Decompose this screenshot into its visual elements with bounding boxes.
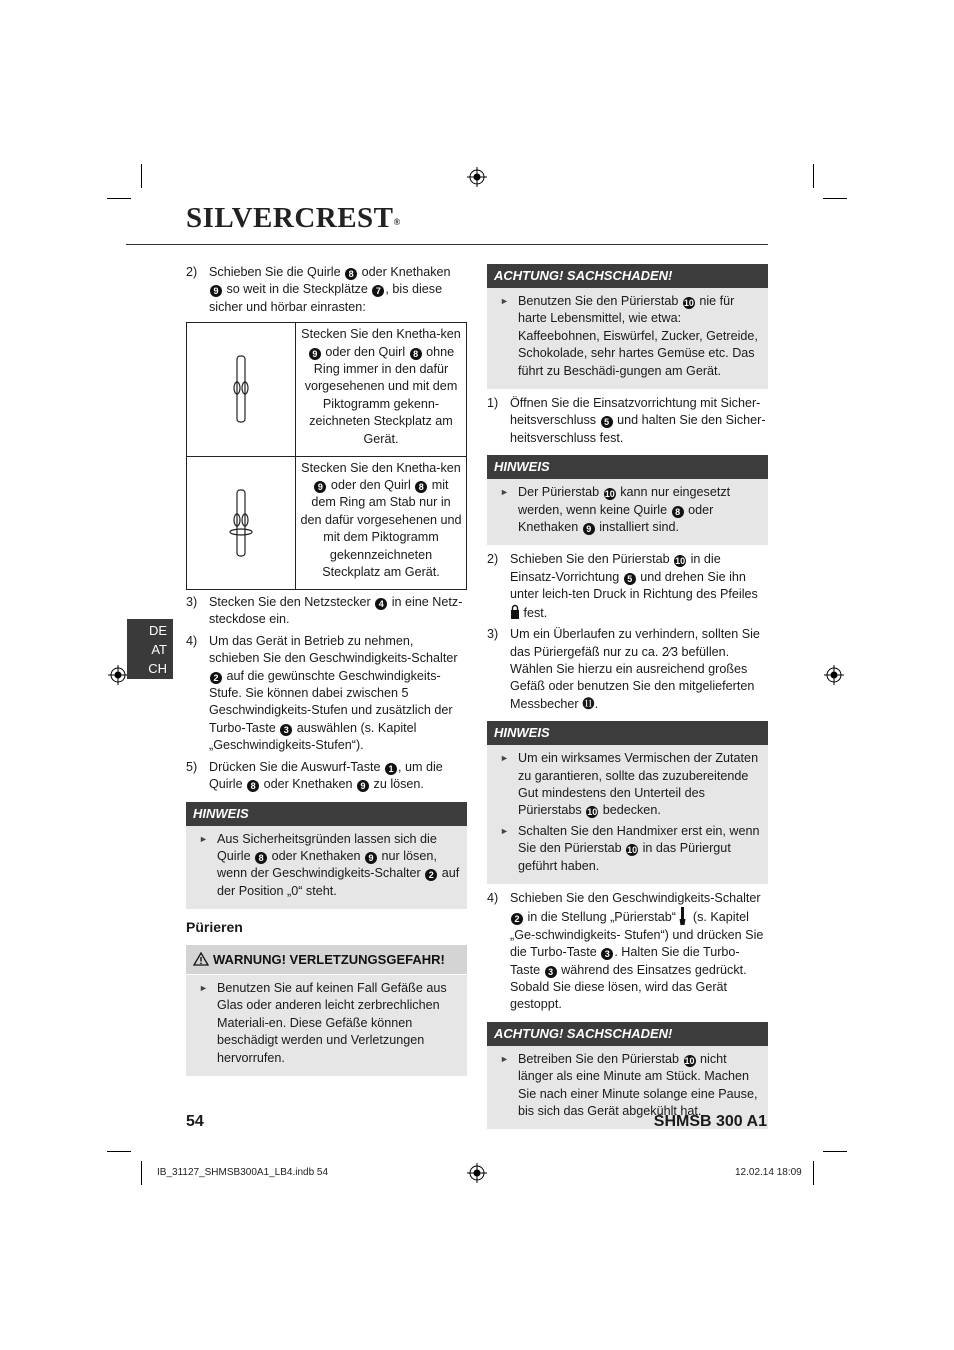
brand-logo bbox=[186, 202, 401, 234]
logo-part-2: CREST bbox=[294, 202, 394, 234]
text: oder Knethaken bbox=[518, 502, 714, 535]
part-number: 9 bbox=[365, 852, 377, 864]
lang-at: AT bbox=[151, 642, 167, 657]
caution-title: ACHTUNG! SACHSCHADEN! bbox=[487, 1022, 768, 1046]
part-number: 10 bbox=[683, 298, 694, 308]
hook-without-ring-text bbox=[296, 323, 467, 456]
caution-title: ACHTUNG! SACHSCHADEN! bbox=[487, 264, 768, 288]
step-number: 1) bbox=[487, 396, 499, 411]
lang-ch: CH bbox=[148, 661, 167, 676]
text: Stecken Sie den Knetha-ken bbox=[301, 460, 461, 475]
list-item bbox=[192, 980, 461, 1067]
text: und drehen Sie ihn unter leich-ten Druck in Richtung des Pfeiles bbox=[510, 569, 758, 602]
model-name: SHMSB 300 A1 bbox=[653, 1113, 767, 1130]
list-item bbox=[493, 823, 762, 875]
crop-mark bbox=[141, 1161, 142, 1185]
text: oder den Quirl bbox=[321, 344, 409, 359]
crop-mark bbox=[107, 198, 131, 199]
text: in die Stellung „Pürierstab“ bbox=[524, 910, 680, 925]
text: oder den Quirl bbox=[327, 478, 415, 493]
part-number: 10 bbox=[587, 807, 598, 818]
text: nicht länger als eine Minute am Stück. Machen Sie nach einer Minute solange eine Pause, bis sich das Gerät abgekühlt hat. bbox=[518, 1051, 758, 1119]
text: installiert sind. bbox=[595, 520, 680, 535]
text: zu lösen. bbox=[370, 777, 424, 792]
header-rule bbox=[126, 244, 768, 245]
language-tab bbox=[127, 619, 173, 679]
blender-wand-icon bbox=[679, 907, 686, 925]
text: Um das Gerät in Betrieb zu nehmen, schieben Sie den Geschwindigkeits-Schalter bbox=[209, 633, 458, 666]
text: Stecken Sie den Netzstecker bbox=[209, 595, 375, 610]
text: kann nur eingesetzt werden, wenn keine Quirle bbox=[518, 485, 731, 517]
hook-without-ring-icon bbox=[211, 324, 271, 449]
bullet-arrow-icon: ► bbox=[500, 753, 509, 764]
step-3-left bbox=[186, 594, 467, 629]
part-number: 9 bbox=[210, 285, 222, 297]
part-number: 3 bbox=[601, 948, 613, 960]
step-number: 2) bbox=[487, 552, 499, 567]
crop-mark bbox=[813, 164, 814, 188]
crop-mark bbox=[141, 164, 142, 188]
note-title: HINWEIS bbox=[487, 721, 768, 745]
step-3-right bbox=[487, 626, 768, 713]
text: oder Knethaken bbox=[358, 265, 451, 279]
text: während des Einsatzes gedrückt. Sobald Sie diese lösen, wird das Gerät gestoppt. bbox=[510, 962, 747, 1012]
hook-table bbox=[186, 322, 467, 590]
text: oder Knethaken bbox=[260, 777, 357, 792]
part-number: 2 bbox=[425, 869, 437, 881]
part-number: 8 bbox=[672, 506, 684, 518]
part-number: 3 bbox=[545, 966, 557, 978]
text: Schieben Sie den Pürierstab bbox=[510, 552, 674, 567]
registration-mark-icon bbox=[108, 665, 128, 685]
text: . Halten Sie die Turbo-Taste bbox=[510, 945, 740, 977]
text: ohne Ring immer in den dafür vorgesehenen und mit dem Piktogramm gekenn-zeichneten Steckplatz am Gerät. bbox=[304, 344, 458, 446]
part-number: 9 bbox=[357, 780, 369, 792]
note-title: HINWEIS bbox=[487, 455, 768, 479]
part-number: 8 bbox=[345, 268, 357, 280]
crop-mark bbox=[823, 198, 847, 199]
logo-part-1: SILVER bbox=[186, 202, 295, 234]
step-1-right bbox=[487, 395, 768, 447]
crop-mark bbox=[823, 1151, 847, 1152]
note-body bbox=[487, 745, 768, 884]
text: Benutzen Sie auf keinen Fall Gefäße aus Glas oder anderen leicht zerbrechlichen Materiali-en. Diese Gefäße können beschädigt werden und Verletzungen hervorrufen. bbox=[217, 980, 447, 1065]
text: Der Pürierstab bbox=[518, 485, 603, 500]
text: Benutzen Sie den Pürierstab bbox=[518, 294, 682, 308]
crop-mark bbox=[813, 1161, 814, 1185]
warning-box bbox=[186, 945, 467, 1076]
list-item bbox=[493, 293, 762, 380]
text: Drücken Sie die Auswurf-Taste bbox=[209, 759, 384, 774]
note-box bbox=[487, 455, 768, 545]
text: (s. Kapitel „Ge-schwindigkeits- Stufen“) und drücken Sie die Turbo-Taste bbox=[510, 910, 764, 960]
registration-mark-icon bbox=[824, 665, 844, 685]
part-number: 9 bbox=[583, 523, 595, 535]
lock-arrow-icon bbox=[510, 604, 520, 620]
part-number: 8 bbox=[247, 780, 259, 792]
table-row bbox=[187, 323, 467, 456]
step-2-left bbox=[186, 264, 467, 316]
text: Schalten Sie den Handmixer erst ein, wenn Sie den Pürierstab bbox=[518, 823, 760, 856]
bullet-arrow-icon: ► bbox=[500, 1053, 509, 1064]
text: Schieben Sie den Geschwindigkeits-Schalter bbox=[510, 890, 761, 905]
text: nie für harte Lebensmittel, wie etwa: Kaffeebohnen, Eiswürfel, Zucker, Getreide, Schokolade, sehr hartes Gemüse etc. Das führt zu Beschädi-gungen am Gerät. bbox=[518, 294, 758, 378]
page-number: 54 bbox=[186, 1113, 204, 1130]
part-number: 5 bbox=[601, 416, 613, 428]
list-item bbox=[493, 484, 762, 536]
step-number: 3) bbox=[186, 595, 198, 610]
warning-triangle-icon bbox=[193, 952, 209, 966]
caution-body bbox=[487, 288, 768, 389]
text: Betreiben Sie den Pürierstab bbox=[518, 1051, 683, 1066]
part-number: 10 bbox=[684, 1055, 695, 1066]
bullet-arrow-icon: ► bbox=[500, 296, 509, 306]
left-column bbox=[186, 264, 467, 1082]
text: Um ein wirksames Vermischen der Zutaten zu garantieren, sollte das zuzubereitende Gut mindestens den Unterteil des Pürierstabs bbox=[518, 751, 759, 818]
part-number: 10 bbox=[675, 556, 686, 567]
text: Aus Sicherheitsgründen lassen sich die Quirle bbox=[217, 831, 437, 863]
text: , um die Quirle bbox=[209, 759, 443, 792]
part-number: 8 bbox=[410, 348, 422, 360]
list-item bbox=[493, 1051, 762, 1121]
step-number: 4) bbox=[186, 633, 198, 648]
part-number: 10 bbox=[604, 489, 615, 500]
part-number: 2 bbox=[511, 913, 523, 925]
part-number: 4 bbox=[375, 598, 387, 610]
list-item bbox=[493, 750, 762, 820]
text: in die Einsatz-Vorrichtung bbox=[510, 552, 721, 584]
print-date: 12.02.14 18:09 bbox=[735, 1167, 802, 1178]
lang-de: DE bbox=[148, 623, 167, 638]
step-number: 5) bbox=[186, 759, 198, 774]
section-heading: Pürieren bbox=[186, 919, 243, 936]
step-number: 4) bbox=[487, 890, 499, 905]
hook-with-ring-icon bbox=[211, 458, 271, 583]
text: nur lösen, wenn der Geschwindigkeits-Schalter bbox=[217, 848, 437, 881]
step-2-right bbox=[487, 551, 768, 622]
logo-registered: ® bbox=[393, 217, 401, 227]
right-column bbox=[487, 264, 768, 1135]
warning-title-text: WARNUNG! VERLETZUNGSGEFAHR! bbox=[213, 951, 445, 967]
hook-with-ring-text bbox=[296, 456, 467, 589]
note-box bbox=[487, 721, 768, 884]
text: bedecken. bbox=[599, 803, 661, 818]
warning-body bbox=[186, 975, 467, 1076]
text: in das Püriergut geführt haben. bbox=[518, 841, 731, 873]
part-number: 5 bbox=[624, 573, 636, 585]
part-number: 8 bbox=[255, 852, 267, 864]
text: und halten Sie den Sicher-heitsverschluss fest. bbox=[510, 413, 766, 445]
text: so weit in die Steckplätze bbox=[223, 282, 372, 297]
note-body bbox=[186, 826, 467, 910]
text: auswählen (s. Kapitel „Geschwindigkeits-Stufen“). bbox=[209, 720, 417, 753]
text: Um ein Überlaufen zu verhindern, sollten Sie das Püriergefäß nur zu ca. 2⁄3 befüllen. Wählen Sie hierzu ein ausreichend großes Gefäß oder benutzen Sie den mitgelieferten Messbecher ⓫. bbox=[510, 627, 760, 711]
text: auf der Position „0“ steht. bbox=[217, 866, 460, 898]
step-number: 3) bbox=[487, 627, 499, 642]
text: in eine Netz-steckdose ein. bbox=[209, 595, 463, 627]
warning-title bbox=[186, 945, 467, 975]
bullet-arrow-icon: ► bbox=[500, 825, 509, 836]
hook-with-ring-figure bbox=[187, 456, 296, 589]
note-box bbox=[186, 802, 467, 910]
caution-box bbox=[487, 264, 768, 389]
registration-mark-icon bbox=[467, 1163, 487, 1183]
part-number: 7 bbox=[372, 285, 384, 297]
part-number: 8 bbox=[415, 481, 427, 493]
table-row bbox=[187, 456, 467, 589]
text: , bis diese sicher und hörbar einrasten: bbox=[209, 282, 443, 314]
text: mit dem Ring am Stab nur in den dafür vorgesehenen und mit dem Piktogramm gekennzeichneten Steckplatz am Gerät. bbox=[300, 478, 462, 580]
part-number: 9 bbox=[314, 481, 326, 493]
part-number: 2 bbox=[210, 672, 222, 684]
registration-mark-icon bbox=[467, 167, 487, 187]
note-body bbox=[487, 479, 768, 545]
text: Schieben Sie die Quirle bbox=[209, 265, 345, 279]
step-number: 2) bbox=[186, 265, 198, 279]
part-number: 1 bbox=[385, 763, 397, 775]
bullet-arrow-icon: ► bbox=[199, 833, 208, 844]
part-number: 10 bbox=[627, 845, 638, 856]
step-4-right bbox=[487, 890, 768, 1014]
text: auf die gewünschte Geschwindigkeits-Stufe. Sie können dabei zwischen 5 Geschwindigkeits-Stufen und zusätzlich der Turbo-Taste bbox=[209, 668, 453, 735]
text: Stecken Sie den Knetha-ken bbox=[301, 327, 461, 342]
bullet-arrow-icon: ► bbox=[500, 487, 509, 498]
list-item bbox=[192, 831, 461, 901]
text: oder Knethaken bbox=[268, 848, 365, 863]
part-number: 9 bbox=[309, 348, 321, 360]
text: fest. bbox=[520, 605, 548, 620]
text: Öffnen Sie die Einsatzvorrichtung mit Sicher-heitsverschluss bbox=[510, 396, 761, 428]
step-5-left bbox=[186, 759, 467, 794]
note-title: HINWEIS bbox=[186, 802, 467, 826]
part-number: 3 bbox=[280, 724, 292, 736]
bullet-arrow-icon: ► bbox=[199, 982, 208, 993]
hook-without-ring-figure bbox=[187, 323, 296, 456]
file-slug: IB_31127_SHMSB300A1_LB4.indb 54 bbox=[157, 1167, 329, 1178]
step-4-left bbox=[186, 633, 467, 755]
crop-mark bbox=[107, 1151, 131, 1152]
